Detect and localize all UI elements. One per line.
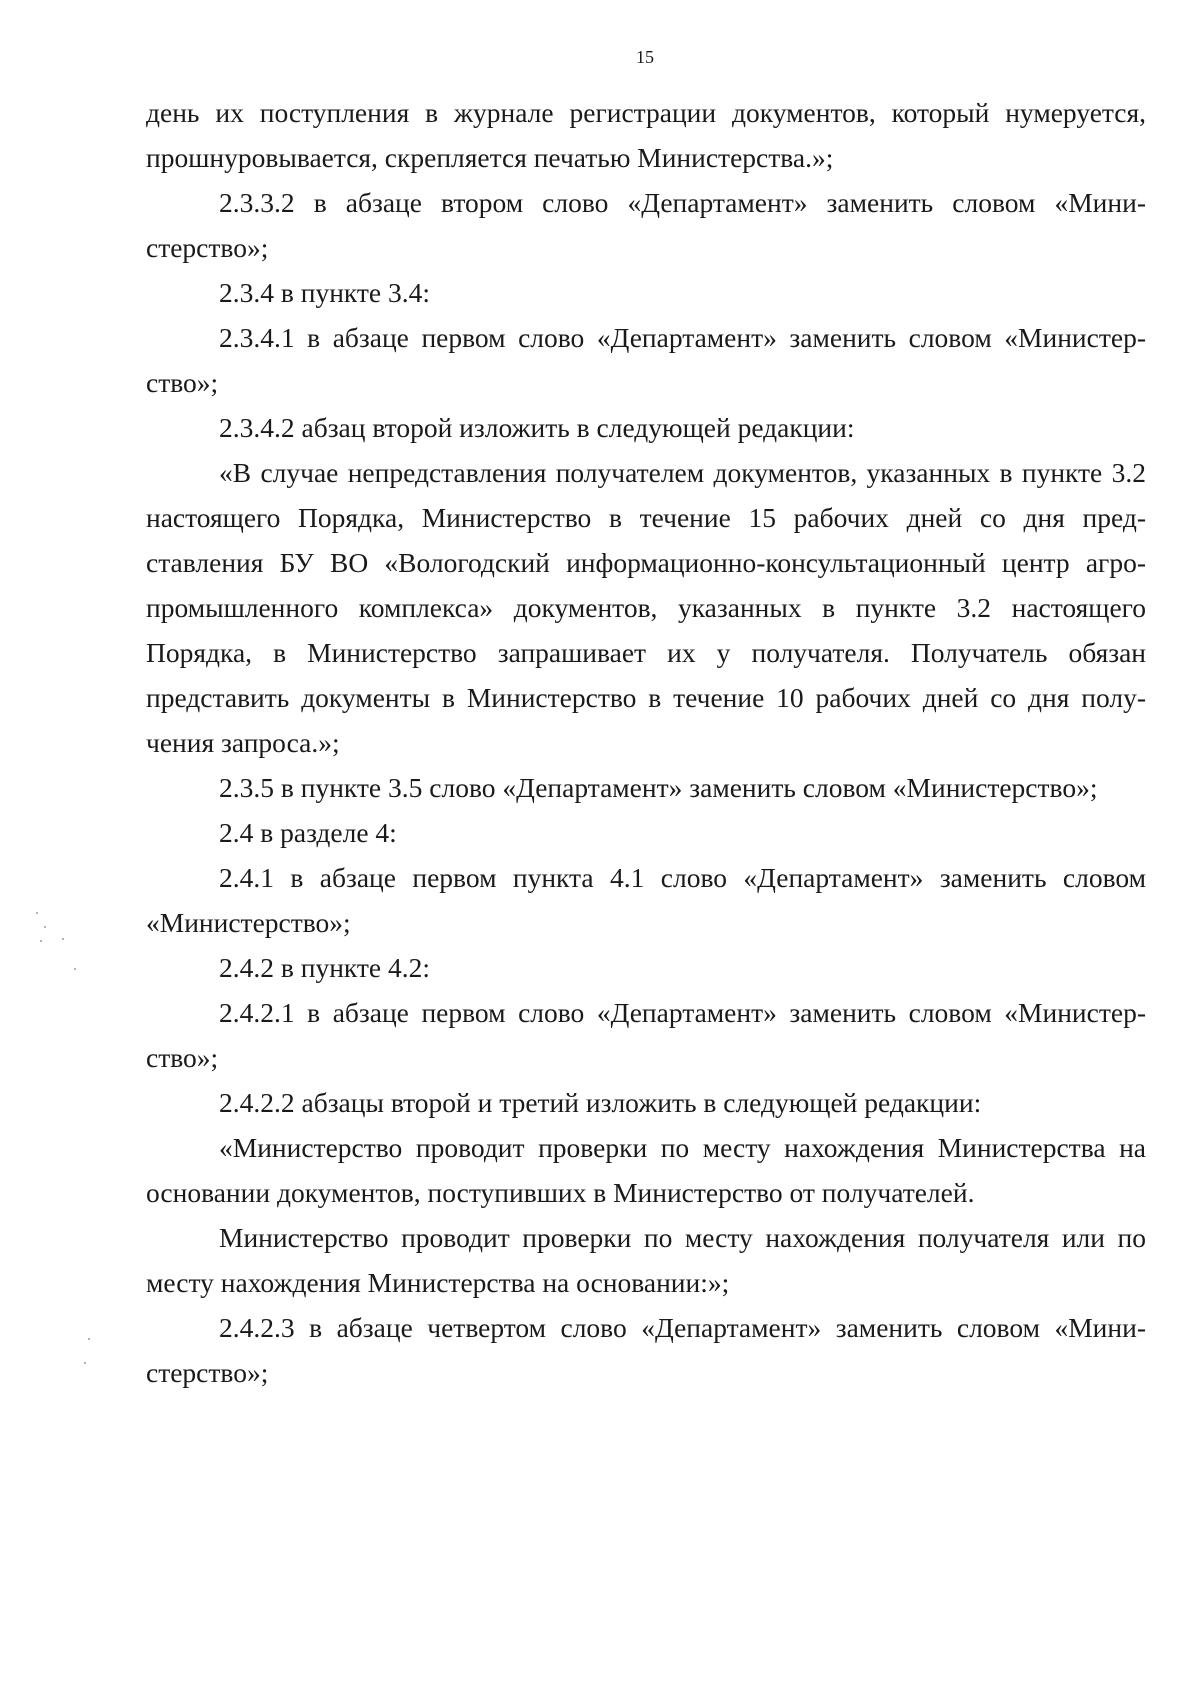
paragraph-2-4-2-1: 2.4.2.1 в абзаце первом слово «Департамент» заменить словом «Министерство»; bbox=[146, 997, 1146, 1073]
paragraph-quoted-4-2-a: «Министерство проводит проверки по месту нахождения Министерства на основании документов, поступивших в Министерство от получателей. bbox=[146, 1132, 1146, 1208]
paragraph-2-3-3-2: 2.3.3.2 в абзаце втором слово «Департамент» заменить словом «Министерство»; bbox=[146, 187, 1146, 263]
paragraph-2-4-2-3: 2.4.2.3 в абзаце четвертом слово «Департамент» заменить словом «Министерство»; bbox=[146, 1312, 1146, 1388]
page-number: 15 bbox=[636, 47, 654, 67]
scan-speck bbox=[74, 968, 76, 970]
scan-speck bbox=[44, 926, 46, 928]
document-body bbox=[146, 90, 1146, 1395]
scan-speck bbox=[62, 938, 64, 940]
scan-speck bbox=[40, 940, 42, 942]
paragraph-2-3-4: 2.3.4 в пункте 3.4: bbox=[219, 277, 431, 308]
paragraph-2-3-5: 2.3.5 в пункте 3.5 слово «Департамент» заменить словом «Министерство»; bbox=[219, 772, 1098, 803]
scan-speck bbox=[88, 1338, 90, 1340]
paragraph-2-4-2-2: 2.4.2.2 абзацы второй и третий изложить в следующей редакции: bbox=[219, 1087, 982, 1118]
paragraph-2-4-1: 2.4.1 в абзаце первом пункта 4.1 слово «Департамент» заменить словом «Министерство»; bbox=[146, 862, 1146, 938]
scan-speck bbox=[36, 912, 38, 914]
scan-speck bbox=[84, 1362, 86, 1364]
paragraph-2-3-4-2: 2.3.4.2 абзац второй изложить в следующей редакции: bbox=[219, 412, 855, 443]
paragraph-continuation: день их поступления в журнале регистрации документов, который нумеруется, прошнуровывается, скрепляется печатью Министерства.»; bbox=[146, 97, 1146, 173]
paragraph-2-3-4-1: 2.3.4.1 в абзаце первом слово «Департамент» заменить словом «Министерство»; bbox=[146, 322, 1146, 398]
paragraph-2-4: 2.4 в разделе 4: bbox=[219, 817, 397, 848]
paragraph-quoted-4-2-b: Министерство проводит проверки по месту нахождения получателя или по месту нахождения Министерства на основании:»; bbox=[146, 1222, 1146, 1298]
paragraph-2-4-2: 2.4.2 в пункте 4.2: bbox=[219, 952, 431, 983]
paragraph-quoted-3-4: «В случае непредставления получателем документов, указанных в пункте 3.2 настоящего Порядка, Министерство в течение 15 рабочих дней со дня представления БУ ВО «Вологодский информационно-консультационный центр агропромышленного комплекса» документов, указанных в пункте 3.2 настоящего Порядка, в Министерство запрашивает их у получателя. Получатель обязан представить документы в Министерство в течение 10 рабочих дней со дня получения запроса.»; bbox=[146, 457, 1146, 758]
